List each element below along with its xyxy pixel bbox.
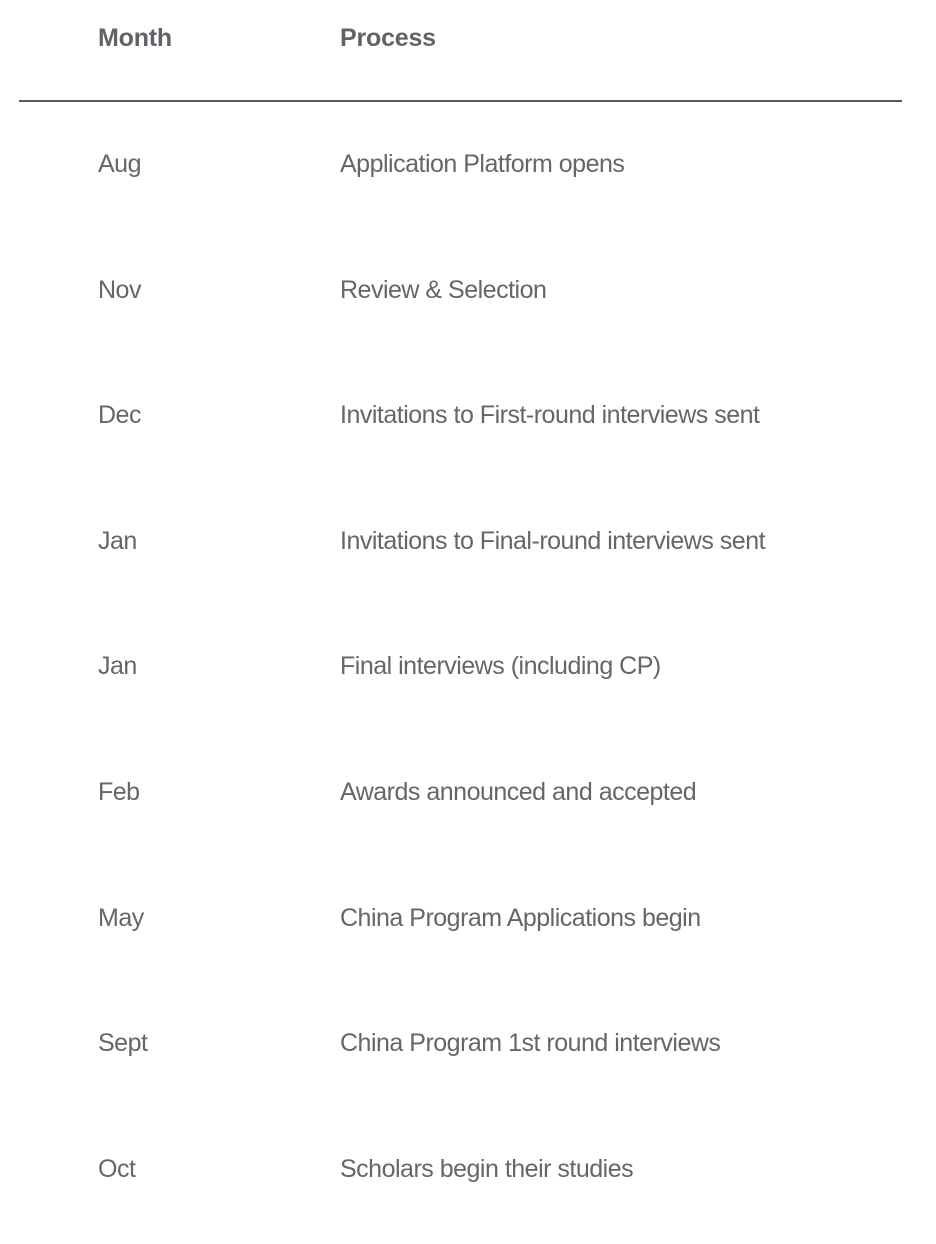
process-cell: Final interviews (including CP) — [340, 652, 661, 681]
table-row — [19, 730, 902, 856]
month-cell: Jan — [98, 526, 137, 555]
month-cell: Aug — [98, 150, 141, 178]
table-header — [19, 0, 902, 102]
month-cell: May — [98, 903, 144, 932]
table-row — [19, 604, 902, 730]
process-cell: China Program 1st round interviews — [340, 1029, 721, 1058]
month-column-header: Month — [98, 24, 172, 52]
table-row — [19, 228, 902, 354]
month-cell: Dec — [98, 401, 141, 430]
process-cell: Application Platform opens — [340, 150, 625, 178]
process-cell: China Program Applications begin — [340, 903, 701, 932]
timeline-table — [19, 0, 902, 1232]
table-row — [19, 479, 902, 605]
process-cell: Scholars begin their studies — [340, 1154, 634, 1183]
table-body — [19, 102, 902, 1232]
table-row — [19, 1107, 902, 1233]
process-cell: Awards announced and accepted — [340, 777, 697, 806]
table-row — [19, 856, 902, 982]
table-row — [19, 353, 902, 479]
month-cell: Oct — [98, 1154, 136, 1183]
process-cell: Review & Selection — [340, 275, 547, 304]
table-row — [19, 981, 902, 1107]
month-cell: Jan — [98, 652, 137, 681]
month-cell: Sept — [98, 1029, 148, 1058]
month-cell: Feb — [98, 777, 140, 806]
month-cell: Nov — [98, 275, 141, 304]
process-cell: Invitations to First-round interviews sent — [340, 401, 760, 430]
process-cell: Invitations to Final-round interviews sent — [340, 526, 766, 555]
table-row — [19, 102, 902, 228]
process-column-header: Process — [340, 24, 436, 52]
